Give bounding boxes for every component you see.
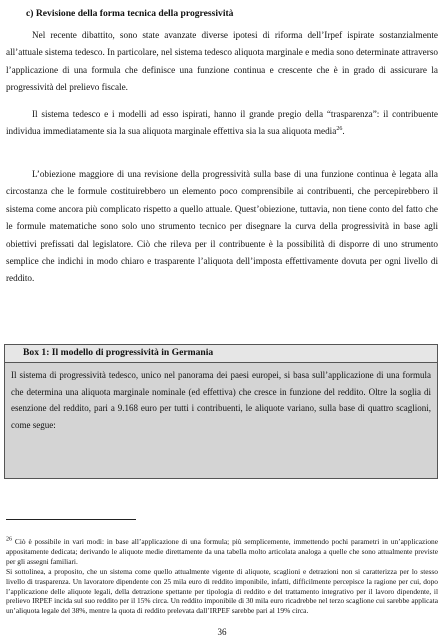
info-box-title: Box 1: Il modello di progressività in Germania (23, 347, 214, 358)
paragraph-3: L’obiezione maggiore di una revisione della progressività sulla base di una funzione continua è legata alla circostanza che le formule costituirebbero un elemento poco comprensibile ai contribuenti, che percepirebbero il sistema come ancora più complicato rispetto a quello attuale. Quest’obiezione, tuttavia, non tiene conto del fatto che le formule matematiche sono solo uno strumento tecnico per disegnare la curva della progressività in base agli obiettivi prefissati dal legislatore. Ciò che rileva per il contribuente è la possibilità di disporre di uno strumento semplice che indichi in modo chiaro e trasparente l’aliquota dell’imposta effettivamente dovuta per ogni livello di reddito. (6, 169, 438, 284)
info-box-header (5, 345, 437, 363)
footnote-reference[interactable]: 26 (336, 126, 343, 133)
footnote (6, 537, 438, 616)
footnote-paragraph-1 (6, 537, 438, 567)
info-box-body (5, 363, 437, 478)
paragraph-2: Il sistema tedesco e i modelli ad esso ispirati, hanno il grande pregio della “trasparenza”: il contribuente individua immediatamente sia la sua aliquota marginale effettiva sia la sua aliquota media$^{26}$. (6, 109, 438, 137)
paragraph-1: Nel recente dibattito, sono state avanzate diverse ipotesi di riforma dell’Irpef ispirate sostanzialmente all’attuale sistema tedesco. In particolare, nel sistema tedesco aliquota marginale e media sono determinate attraverso l’applicazione di una formula che definisce una funzione continua e crescente che è in grado di assicurare la progressività del prelievo fiscale. (6, 30, 438, 93)
footnote-separator (6, 519, 136, 520)
page-number: 36 (217, 627, 227, 637)
footnote-text-1: Ciò è possibile in vari modi: in base all’applicazione di una formula; più semplicemente, immettendo pochi parametri in un’applicazione appositamente dedicata; derivando le aliquote medie direttamente da una tabella molto articolata analoga a quelle che sono attualmente previste per gli assegni familiari. (6, 537, 438, 566)
info-box (4, 344, 438, 479)
footnote-text-2: Si sottolinea, a proposito, che un sistema come quello attualmente vigente di aliquote, scaglioni e detrazioni non si caratterizza per lo stesso livello di trasparenza. Un lavoratore dipendente con 25 mila euro di reddito imponibile, infatti, difficilmente percepisce la ragione per cui, dopo l’applicazione delle aliquote legali, della detrazione spettante per tipologia di reddito e del trattamento integrativo per il lavoro dipendente, il prelievo IRPEF incida sul suo reddito per il 15% circa. Un reddito imponibile di 30 mila euro ricadrebbe nel terzo scaglione cui sarebbe applicata un’aliquota legale del 38%, mentre la quota di reddito prelevata dall’IRPEF sarebbe pari al 19% circa. (6, 566, 438, 616)
paragraph-2-text: Il sistema tedesco e i modelli ad esso ispirati, hanno il grande pregio della “trasparenza”: il contribuente individua immediatamente sia la sua aliquota marginale effettiva sia la sua aliquota media (6, 109, 438, 137)
footnote-number: 26 (6, 536, 12, 543)
info-box-text: Il sistema di progressività tedesco, unico nel panorama dei paesi europei, si basa sull’applicazione di una formula che determina una aliquota marginale nominale (ed effettiva) che cresce in funzione del reddito. Oltre la soglia di esenzione del reddito, pari a 9.168 euro per tutti i contribuenti, le aliquote variano, sulla base di quattro scaglioni, come segue: (11, 370, 431, 431)
section-heading: c) Revisione della forma tecnica della progressività (26, 8, 234, 19)
